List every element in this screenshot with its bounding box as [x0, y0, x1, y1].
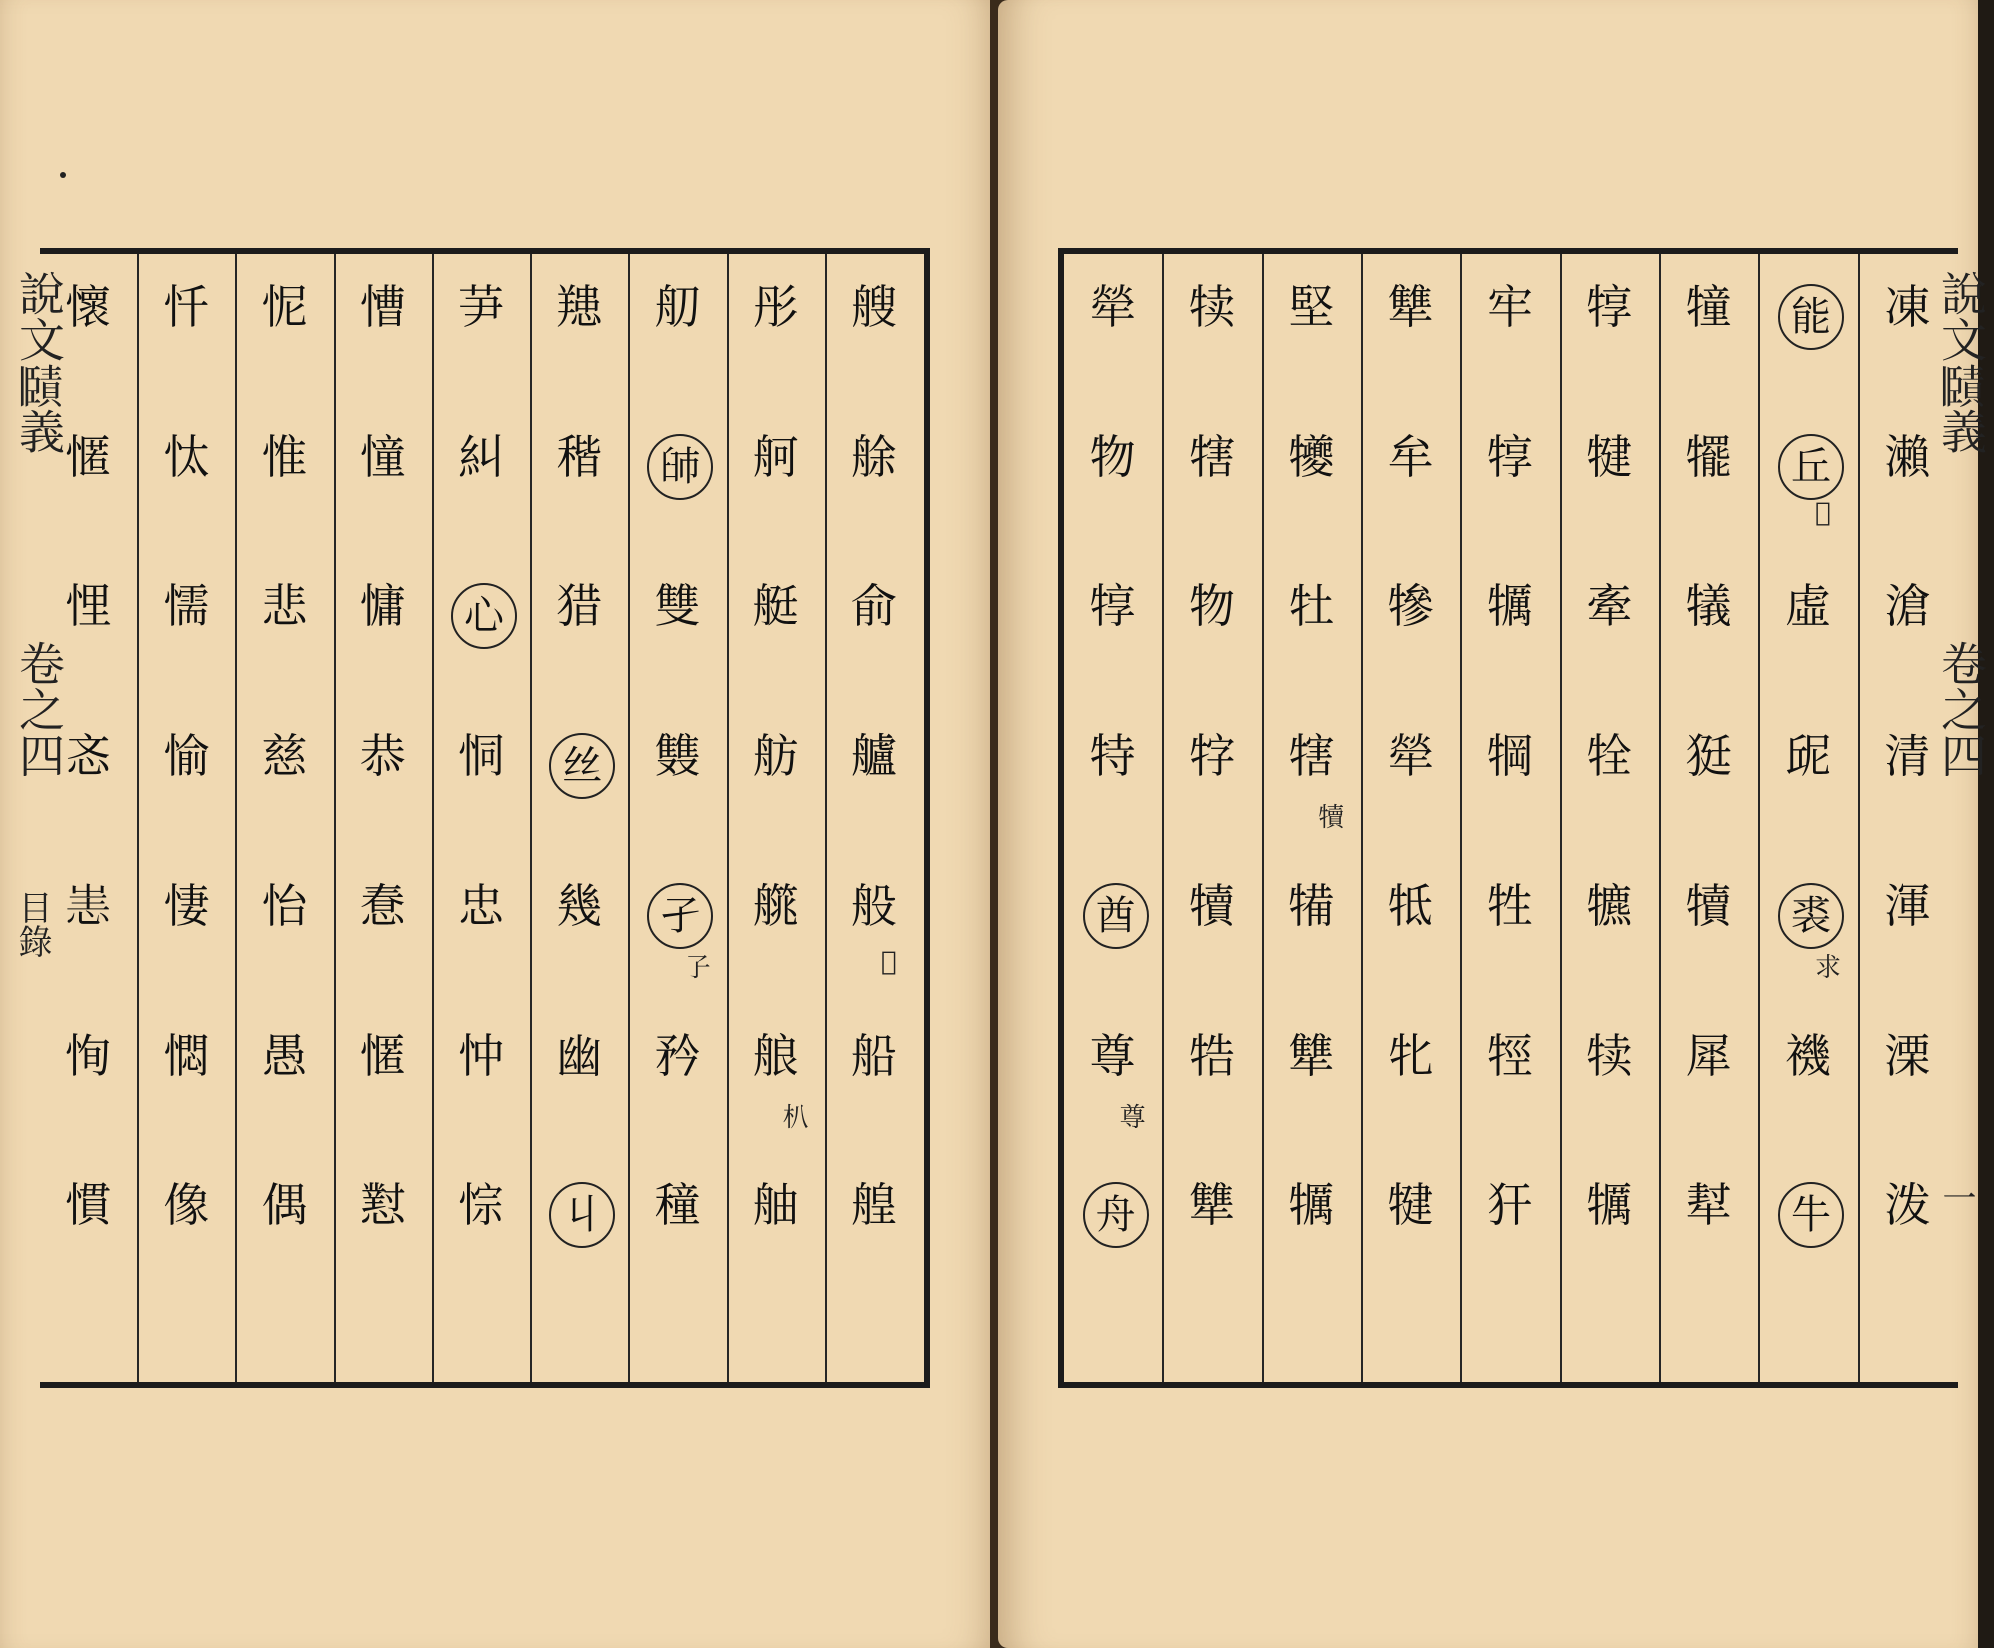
glyph: 泼 — [1884, 1178, 1931, 1233]
glyph: 猎 — [556, 579, 603, 634]
glyph: 慵 — [359, 579, 406, 634]
glyph: 懟 — [359, 1178, 406, 1233]
glyph: 芛 — [458, 280, 504, 334]
glyph: 堅 — [1288, 280, 1335, 334]
glyph: 恭 — [359, 729, 406, 784]
glyph: 犊 — [1586, 1028, 1633, 1083]
glyph: 心 — [451, 583, 517, 649]
glyph: 犢 — [1685, 878, 1732, 933]
glyph: 牲 — [1487, 878, 1533, 933]
glyph: 幾 — [556, 878, 603, 933]
glyph: 渾 — [1884, 878, 1931, 933]
glyph: 裘 — [1778, 883, 1844, 949]
glyph: 犕 — [1288, 878, 1335, 933]
glyph: 牼 — [1487, 1028, 1533, 1083]
glyph: 艇 — [752, 579, 799, 634]
glyph: 像 — [163, 1178, 210, 1233]
column-rule — [1262, 254, 1264, 1382]
glyph: 㥾 — [359, 1028, 406, 1083]
annotation: 𡉖 — [1815, 497, 1831, 528]
glyph: 牿 — [1189, 1028, 1235, 1083]
spine-volume-right: 卷之四 — [1934, 640, 1988, 778]
glyph: 舳 — [752, 1178, 799, 1233]
leaf-number-right: 一 — [1936, 1180, 1976, 1214]
column-rule — [334, 254, 336, 1382]
glyph: 犉 — [1089, 579, 1136, 634]
annotation: 𦨑 — [880, 946, 897, 977]
glyph: 悲 — [261, 579, 308, 634]
glyph: 忲 — [163, 429, 210, 484]
glyph: 牟 — [1387, 429, 1434, 484]
glyph: 犤 — [1685, 429, 1732, 484]
glyph: 牴 — [1387, 878, 1434, 933]
right-text-frame — [1058, 248, 1958, 1388]
glyph: 愉 — [163, 729, 210, 784]
glyph: 忡 — [458, 1028, 504, 1083]
glyph: 犎 — [1685, 1178, 1732, 1233]
glyph: 舟 — [1083, 1182, 1149, 1248]
glyph: 舸 — [752, 429, 799, 484]
glyph: 能 — [1778, 284, 1844, 350]
glyph: 恫 — [458, 729, 504, 784]
glyph: 犍 — [1387, 1178, 1434, 1233]
glyph: 恂 — [65, 1028, 112, 1083]
glyph: 犍 — [1586, 429, 1633, 484]
annotation: 孒 — [684, 952, 711, 983]
glyph: 犨 — [1387, 280, 1434, 334]
glyph: 犨 — [1189, 1178, 1235, 1233]
glyph: 犴 — [1487, 1178, 1533, 1233]
annotation: 尊 — [1119, 1102, 1146, 1133]
glyph: 愚 — [261, 1028, 308, 1083]
glyph: 尊 — [1089, 1028, 1136, 1083]
glyph: 犠 — [1685, 579, 1732, 634]
glyph: 憧 — [359, 429, 406, 484]
glyph: 忏 — [163, 280, 210, 334]
glyph: 丩 — [549, 1182, 615, 1248]
glyph: 忠 — [458, 878, 504, 933]
glyph: 溧 — [1884, 1028, 1931, 1083]
glyph: 滄 — [1884, 579, 1931, 634]
glyph: 船 — [850, 1028, 897, 1083]
glyph: 忞 — [65, 729, 112, 784]
annotation: 犢 — [1318, 803, 1345, 834]
glyph: 瀨 — [1884, 429, 1931, 484]
column-rule — [235, 254, 237, 1382]
glyph: 懷 — [65, 280, 112, 334]
glyph: 犡 — [1288, 1178, 1335, 1233]
glyph: 物 — [1089, 429, 1136, 484]
glyph: 虛 — [1785, 579, 1831, 634]
glyph: 㥾 — [65, 429, 112, 484]
glyph: 物 — [1189, 579, 1235, 634]
glyph: 犖 — [1387, 729, 1434, 784]
glyph: 般 — [850, 878, 897, 933]
glyph: 稭 — [556, 429, 603, 484]
glyph: 㹶 — [1685, 729, 1732, 784]
column-rule — [432, 254, 434, 1382]
glyph: 酋 — [1083, 883, 1149, 949]
glyph: 幽 — [556, 1028, 603, 1083]
spine-title-left: 說文𧷤義 — [12, 270, 66, 454]
glyph: 䍺 — [556, 280, 603, 334]
column-rule — [1560, 254, 1562, 1382]
glyph: 牛 — [1778, 1182, 1844, 1248]
glyph: 犥 — [1586, 878, 1633, 933]
annotation: 朳 — [782, 1102, 809, 1133]
column-rule — [1858, 254, 1860, 1382]
glyph: 犅 — [1487, 729, 1533, 784]
glyph: 悽 — [163, 878, 210, 933]
glyph: 丝 — [549, 733, 615, 799]
glyph: 彤 — [752, 280, 799, 334]
glyph: 艞 — [752, 878, 799, 933]
glyph: 偶 — [261, 1178, 308, 1233]
glyph: 怡 — [261, 878, 308, 933]
column-rule — [1361, 254, 1363, 1382]
column-rule — [137, 254, 139, 1382]
spine-section-left: 目錄 — [12, 890, 52, 958]
glyph: 特 — [1089, 729, 1136, 784]
glyph: 清 — [1884, 729, 1931, 784]
glyph: 犉 — [1586, 280, 1633, 334]
column-rule — [1659, 254, 1661, 1382]
annotation: 求 — [1815, 952, 1842, 983]
column-rule — [727, 254, 729, 1382]
glyph: 舠 — [654, 280, 701, 334]
glyph: 㦖 — [163, 1028, 210, 1083]
glyph: 糾 — [458, 429, 504, 484]
glyph: 牷 — [1586, 729, 1633, 784]
glyph: 矜 — [654, 1028, 701, 1083]
glyph: 惷 — [359, 878, 406, 933]
glyph: 犉 — [1487, 429, 1533, 484]
glyph: 犊 — [1189, 280, 1235, 334]
glyph: 悝 — [65, 579, 112, 634]
glyph: 凍 — [1884, 280, 1931, 334]
glyph: 慣 — [65, 1178, 112, 1233]
glyph: 牸 — [1189, 729, 1235, 784]
glyph: 艆 — [752, 1028, 799, 1083]
glyph: 慈 — [261, 729, 308, 784]
spine-title-right: 說文𧷤義 — [1934, 270, 1988, 454]
glyph: 𢙌 — [65, 878, 112, 933]
ink-dot — [60, 172, 66, 178]
glyph: 惟 — [261, 429, 308, 484]
glyph: 雙 — [654, 579, 701, 634]
glyph: 犗 — [1288, 729, 1335, 784]
glyph: 䨇 — [654, 729, 701, 784]
glyph: 穜 — [654, 1178, 701, 1233]
glyph: 牡 — [1288, 579, 1335, 634]
glyph: 牢 — [1487, 280, 1533, 334]
glyph: 悰 — [458, 1178, 504, 1233]
glyph: 懦 — [163, 579, 210, 634]
glyph: 犝 — [1685, 280, 1732, 334]
spine-volume-left: 卷之四 — [12, 640, 66, 778]
column-rule — [1162, 254, 1164, 1382]
glyph: 犨 — [1288, 1028, 1335, 1083]
column-rule — [1758, 254, 1760, 1382]
glyph: 慒 — [359, 280, 406, 334]
glyph: 犙 — [1387, 579, 1434, 634]
glyph: 孑 — [647, 883, 713, 949]
glyph: 犀 — [1685, 1028, 1732, 1083]
glyph: 䑔 — [647, 434, 713, 500]
glyph: 牽 — [1586, 579, 1633, 634]
glyph: 牝 — [1387, 1028, 1434, 1083]
glyph: 犗 — [1189, 429, 1235, 484]
glyph: 俞 — [850, 579, 897, 634]
glyph: 屔 — [1785, 729, 1831, 784]
glyph: 艎 — [850, 1178, 897, 1233]
glyph: 艘 — [850, 280, 897, 334]
glyph: 怩 — [261, 280, 308, 334]
glyph: 犪 — [1288, 429, 1335, 484]
left-text-frame — [40, 248, 930, 1388]
column-rule — [825, 254, 827, 1382]
glyph: 舫 — [752, 729, 799, 784]
glyph: 艫 — [850, 729, 897, 784]
column-rule — [1460, 254, 1462, 1382]
glyph: 艅 — [850, 429, 897, 484]
glyph: 𧝞 — [1785, 1028, 1831, 1083]
right-page — [998, 0, 1988, 1648]
glyph: 犡 — [1487, 579, 1533, 634]
glyph: 丘 — [1778, 434, 1844, 500]
glyph: 犡 — [1586, 1178, 1633, 1233]
glyph: 犖 — [1089, 280, 1136, 334]
column-rule — [530, 254, 532, 1382]
column-rule — [628, 254, 630, 1382]
glyph: 犢 — [1189, 878, 1235, 933]
